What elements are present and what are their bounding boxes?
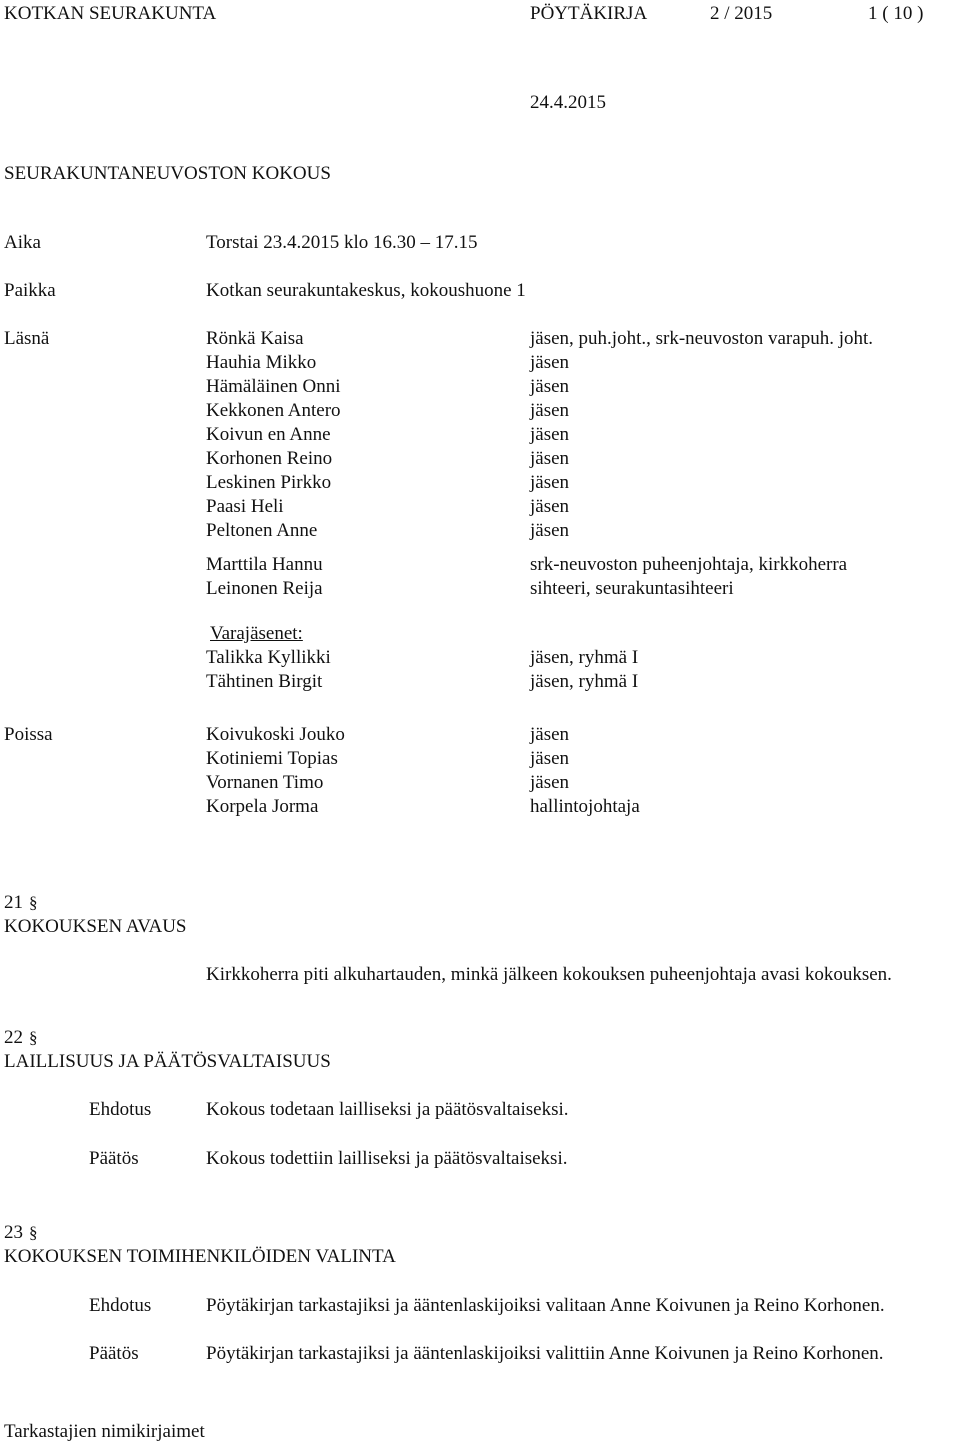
absent-role: jäsen [530,748,570,769]
absent-name: Koivukoski Jouko [206,724,345,745]
meeting-title: SEURAKUNTANEUVOSTON KOKOUS [4,163,331,184]
other-name: Marttila Hannu [206,554,323,575]
deputy-role: jäsen, ryhmä I [530,671,639,692]
member-name: Rönkä Kaisa [206,328,304,349]
section-sign: § [29,1223,38,1242]
member-name: Paasi Heli [206,496,284,517]
absent-name: Korpela Jorma [206,796,319,817]
paatos-label: Päätös [89,1148,139,1169]
absent-name: Kotiniemi Topias [206,748,338,769]
section-title: KOKOUKSEN AVAUS [4,916,187,937]
section-sign: § [29,1028,38,1047]
ehdotus-text: Pöytäkirjan tarkastajiksi ja ääntenlaskijoiksi valitaan Anne Koivunen ja Reino Korhonen. [206,1295,885,1316]
section-sign: § [29,893,38,912]
paikka-value: Kotkan seurakuntakeskus, kokoushuone 1 [206,280,526,301]
ehdotus-text: Kokous todetaan lailliseksi ja päätösvaltaiseksi. [206,1099,569,1120]
section-number [4,1026,38,1050]
aika-label: Aika [4,232,41,253]
member-name: Koivun en Anne [206,424,331,445]
member-name: Hämäläinen Onni [206,376,341,397]
absent-name: Vornanen Timo [206,772,324,793]
initials-label: Tarkastajien nimikirjaimet [4,1421,205,1442]
absent-role: jäsen [530,772,570,793]
header-org: KOTKAN SEURAKUNTA [4,3,217,24]
poissa-label: Poissa [4,724,53,745]
deputy-name: Talikka Kyllikki [206,647,331,668]
other-name: Leinonen Reija [206,578,323,599]
member-role: jäsen [530,376,570,397]
member-name: Peltonen Anne [206,520,318,541]
member-name: Korhonen Reino [206,448,333,469]
absent-role: jäsen [530,724,570,745]
section-number [4,891,38,915]
member-role: jäsen [530,352,570,373]
other-role: srk-neuvoston puheenjohtaja, kirkkoherra [530,554,848,575]
member-role: jäsen [530,472,570,493]
member-name: Leskinen Pirkko [206,472,332,493]
paatos-text: Pöytäkirjan tarkastajiksi ja ääntenlaskijoiksi valittiin Anne Koivunen ja Reino Korhonen. [206,1343,884,1364]
member-name: Kekkonen Antero [206,400,341,421]
member-role: jäsen [530,448,570,469]
section-title: LAILLISUUS JA PÄÄTÖSVALTAISUUS [4,1051,331,1072]
absent-role: hallintojohtaja [530,796,640,817]
member-role: jäsen [530,496,570,517]
section-text: Kirkkoherra piti alkuhartauden, minkä jälkeen kokouksen puheenjohtaja avasi kokouksen. [206,964,892,985]
section-number-text: 22 [4,1027,23,1048]
ehdotus-label: Ehdotus [89,1099,152,1120]
deputy-role: jäsen, ryhmä I [530,647,639,668]
section-title: KOKOUKSEN TOIMIHENKILÖIDEN VALINTA [4,1246,396,1267]
member-name: Hauhia Mikko [206,352,317,373]
header-page-number: 1 ( 10 ) [868,3,924,24]
header-doc-type: PÖYTÄKIRJA [530,3,648,24]
paatos-text: Kokous todettiin lailliseksi ja päätösvaltaiseksi. [206,1148,568,1169]
section-number-text: 21 [4,892,23,913]
member-role: jäsen [530,520,570,541]
paikka-label: Paikka [4,280,56,301]
other-role: sihteeri, seurakuntasihteeri [530,578,734,599]
lasna-label: Läsnä [4,328,50,349]
ehdotus-label: Ehdotus [89,1295,152,1316]
member-role: jäsen, puh.joht., srk-neuvoston varapuh. joht. [530,328,874,349]
header-date: 24.4.2015 [530,92,606,113]
paatos-label: Päätös [89,1343,139,1364]
aika-value: Torstai 23.4.2015 klo 16.30 – 17.15 [206,232,478,253]
deputies-label: Varajäsenet: [210,623,303,644]
member-role: jäsen [530,400,570,421]
deputy-name: Tähtinen Birgit [206,671,323,692]
section-number-text: 23 [4,1222,23,1243]
header-doc-number: 2 / 2015 [710,3,773,24]
section-number [4,1221,38,1245]
member-role: jäsen [530,424,570,445]
